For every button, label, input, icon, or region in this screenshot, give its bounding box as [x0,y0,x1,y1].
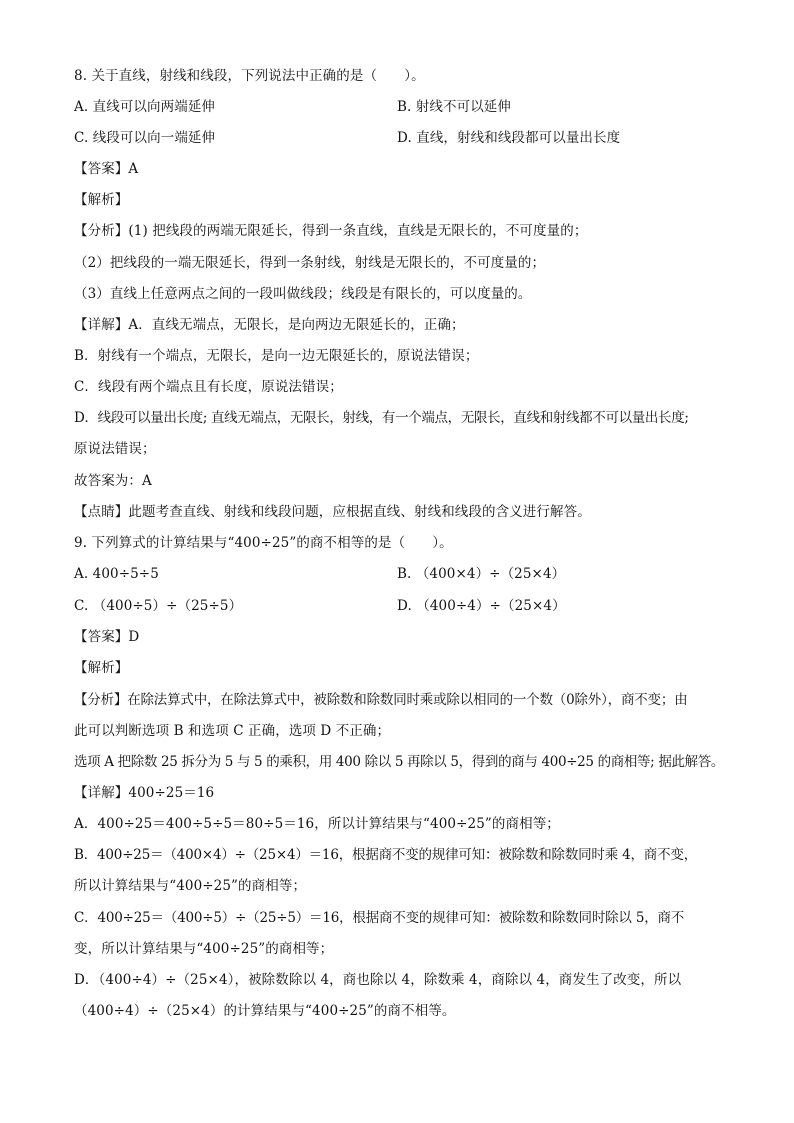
q8-analysis-line: （2）把线段的一端无限延长，得到一条射线，射线是无限长的，不可度量的； [74,255,546,271]
q8-answer: 【答案】A [74,161,139,177]
q9-analysis-line: 【分析】在除法算式中，在除法算式中，被除数和除数同时乘或除以相同的一个数（0除外），商不变；由 [74,692,688,708]
q9-option-d: D. （400÷4）÷（25×4） [397,598,566,614]
q8-analysis-line: （3）直线上任意两点之间的一段叫做线段；线段是有限长的，可以度量的。 [74,286,532,302]
q9-detail-line: 所以计算结果与“400÷25”的商相等； [74,878,307,894]
q8-analysis-title: 【解析】 [74,192,129,208]
q9-option-b: B. （400×4）÷（25×4） [397,566,566,582]
q9-analysis-line: 此可以判断选项 B 和选项 C 正确，选项 D 不正确； [74,723,391,739]
q9-detail-line: C．400÷25＝（400÷5）÷（25÷5）＝16，根据商不变的规律可知：被除数和除数同时除以 5，商不 [74,910,685,926]
q9-answer: 【答案】D [74,629,140,645]
q9-stem: 9. 下列算式的计算结果与“400÷25”的商不相等的是（ ）。 [74,535,453,551]
q8-analysis-line: 【分析】(1) 把线段的两端无限延长，得到一条直线，直线是无限长的，不可度量的； [74,223,588,239]
q8-option-a: A. 直线可以向两端延伸 [74,99,216,115]
q9-detail-line: B．400÷25＝（400×4）÷（25×4）＝16，根据商不变的规律可知：被除数和除数同时乘 4，商不变， [74,847,697,863]
q8-option-d: D. 直线，射线和线段都可以量出长度 [397,130,621,146]
q8-detail-line: 【详解】A．直线无端点，无限长，是向两边无限延长的，正确； [74,317,465,333]
q8-detail-line: 原说法错误； [74,441,156,457]
q8-option-b: B. 射线不可以延伸 [397,99,512,115]
q8-detail-line: C．线段有两个端点且有长度，原说法错误； [74,379,343,395]
q8-comment: 【点睛】此题考查直线、射线和线段问题，应根据直线、射线和线段的含义进行解答。 [74,504,591,520]
q9-option-c: C. （400÷5）÷（25÷5） [74,598,243,614]
q9-detail-line: 【详解】400÷25＝16 [74,785,215,801]
q9-analysis-line: 选项 A 把除数 25 拆分为 5 与 5 的乘积，用 400 除以 5 再除以 5，得到的商与 400÷25 的商相等; 据此解答。 [74,754,725,770]
q8-stem: 8. 关于直线，射线和线段，下列说法中正确的是（ ）。 [74,68,425,84]
q9-detail-line: 变，所以计算结果与“400÷25”的商相等； [74,941,334,957]
q9-analysis-title: 【解析】 [74,660,129,676]
q8-conclusion: 故答案为：A [74,473,152,489]
q9-detail-line: A．400÷25＝400÷5÷5＝80÷5＝16，所以计算结果与“400÷25”的商相等； [74,816,560,832]
q8-detail-line: B．射线有一个端点，无限长，是向一边无限延长的，原说法错误； [74,348,479,364]
q9-detail-line: D．（400÷4）÷（25×4），被除数除以 4，商也除以 4，除数乘 4，商除以 4，商发生了改变，所以 [74,972,682,988]
q8-detail-line: D．线段可以量出长度; 直线无端点，无限长，射线，有一个端点，无限长，直线和射线都不可以量出长度; [74,410,689,426]
q9-detail-line: （400÷4）÷（25×4）的计算结果与“400÷25”的商不相等。 [74,1003,456,1019]
q8-option-c: C. 线段可以向一端延伸 [74,130,216,146]
q9-option-a: A. 400÷5÷5 [74,566,159,582]
